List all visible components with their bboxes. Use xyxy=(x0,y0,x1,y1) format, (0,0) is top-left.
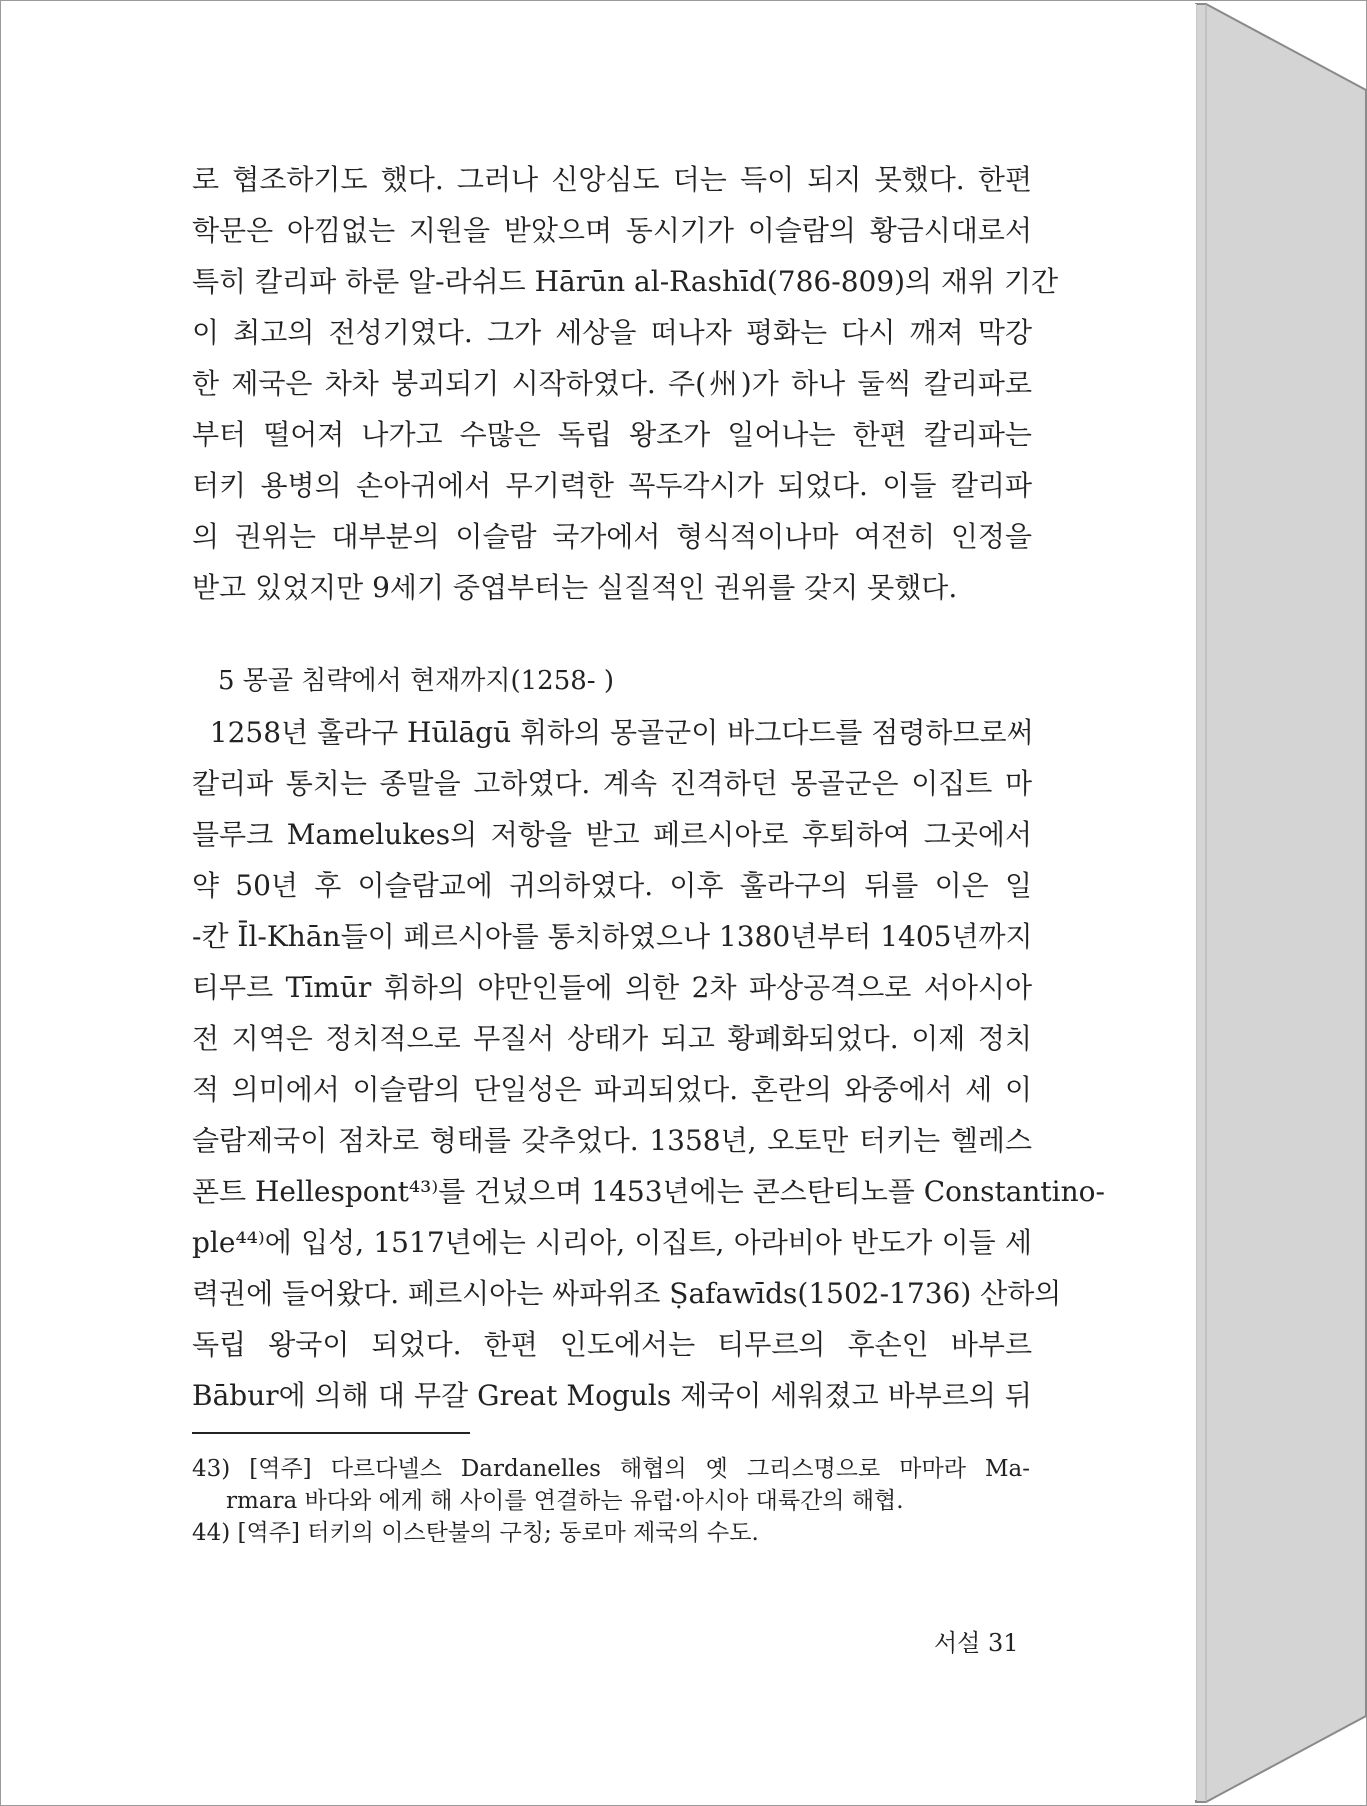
footnote-rule xyxy=(192,1432,470,1434)
text-line: 1258년 훌라구 Hūlāgū 휘하의 몽골군이 바그다드를 점령하므로써 xyxy=(192,716,1034,749)
text-line: 학문은 아낌없는 지원을 받았으며 동시기가 이슬람의 황금시대로서 xyxy=(192,214,1032,247)
page-number: 서설 31 xyxy=(934,1629,1019,1657)
footnote-44: 44) [역주] 터키의 이스탄불의 구칭; 동로마 제국의 수도. xyxy=(192,1520,759,1546)
text-line: 이 최고의 전성기였다. 그가 세상을 떠나자 평화는 다시 깨져 막강 xyxy=(192,316,1032,349)
text-line: 슬람제국이 점차로 형태를 갖추었다. 1358년, 오토만 터키는 헬레스 xyxy=(192,1124,1032,1157)
footnote-43: 43) [역주] 다르다넬스 Dardanelles 해협의 옛 그리스명으로 마마라 Ma- xyxy=(192,1456,1030,1482)
text-line: 독립 왕국이 되었다. 한편 인도에서는 티무르의 후손인 바부르 xyxy=(192,1328,1032,1361)
text-line: 의 권위는 대부분의 이슬람 국가에서 형식적이나마 여전히 인정을 xyxy=(192,520,1032,553)
text-line: 받고 있었지만 9세기 중엽부터는 실질적인 권위를 갖지 못했다. xyxy=(192,571,958,604)
text-line: 전 지역은 정치적으로 무질서 상태가 되고 황폐화되었다. 이제 정치 xyxy=(192,1022,1032,1055)
text-line: Bābur에 의해 대 무갈 Great Moguls 제국이 세워졌고 바부르의 뒤 xyxy=(192,1379,1032,1412)
text-line: 력권에 들어왔다. 페르시아는 싸파위조 Ṣafawīds(1502-1736) 산하의 xyxy=(192,1277,1062,1310)
text-line: 터키 용병의 손아귀에서 무기력한 꼭두각시가 되었다. 이들 칼리파 xyxy=(192,469,1032,502)
text-line: 폰트 Hellespont⁴³⁾를 건넜으며 1453년에는 콘스탄티노플 Constantino- xyxy=(192,1175,1105,1208)
text-line: -칸 Īl-Khān들이 페르시아를 통치하였으나 1380년부터 1405년까지 xyxy=(192,920,1033,953)
text-line: 칼리파 통치는 종말을 고하였다. 계속 진격하던 몽골군은 이집트 마 xyxy=(192,767,1032,800)
text-line: ple⁴⁴⁾에 입성, 1517년에는 시리아, 이집트, 아라비아 반도가 이들 세 xyxy=(192,1226,1032,1259)
text-line: 적 의미에서 이슬람의 단일성은 파괴되었다. 혼란의 와중에서 세 이 xyxy=(192,1073,1032,1106)
footnote-43-continued: rmara 바다와 에게 해 사이를 연결하는 유럽·아시아 대륙간의 해협. xyxy=(226,1488,904,1514)
text-line: 특히 칼리파 하룬 알-라쉬드 Hārūn al-Rashīd(786-809)의 재위 기간 xyxy=(192,265,1059,298)
text-line: 믈루크 Mamelukes의 저항을 받고 페르시아로 후퇴하여 그곳에서 xyxy=(192,818,1032,851)
text-line: 한 제국은 차차 붕괴되기 시작하였다. 주(州)가 하나 둘씩 칼리파로 xyxy=(192,367,1032,400)
text-line: 티무르 Tīmūr 휘하의 야만인들에 의한 2차 파상공격으로 서아시아 xyxy=(192,971,1032,1004)
text-line: 부터 떨어져 나가고 수많은 독립 왕조가 일어나는 한편 칼리파는 xyxy=(192,418,1032,451)
text-line: 로 협조하기도 했다. 그러나 신앙심도 더는 득이 되지 못했다. 한편 xyxy=(192,163,1032,196)
section-heading: 5 몽골 침략에서 현재까지(1258- ) xyxy=(218,666,615,696)
text-line: 약 50년 후 이슬람교에 귀의하였다. 이후 훌라구의 뒤를 이은 일 xyxy=(192,869,1032,902)
